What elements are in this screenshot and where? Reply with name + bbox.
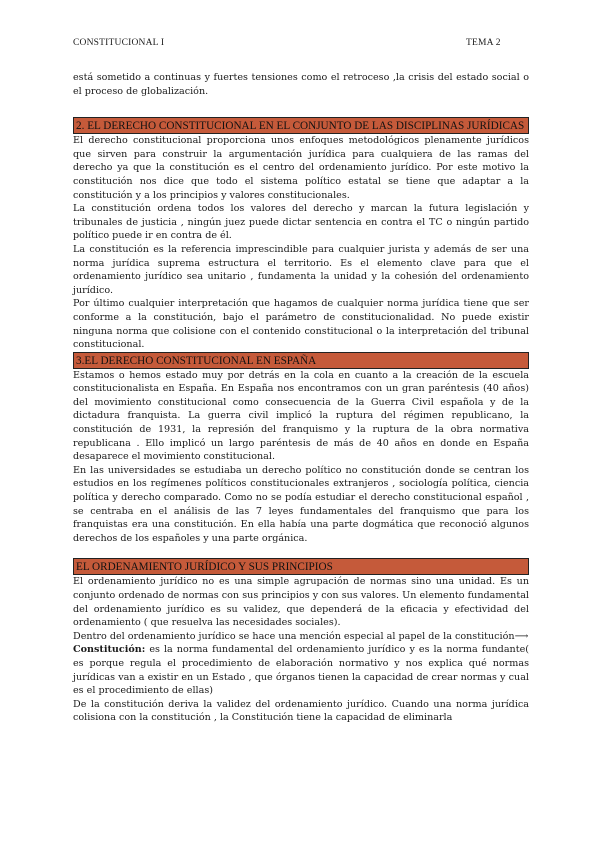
section-2-paragraph-1: El derecho constitucional proporciona unos enfoques metodológicos plenamente jurídicos que sirven para construir la argumentación jurídica para cualquiera de las ramas del derecho ya que la constitución es el centro del ordenamiento jurídico. Por este motivo la constitución nos dice que todo el sistema político estatal se tiene que adaptar a la constitución y a los principios y valores constitucionales. bbox=[73, 135, 529, 201]
document-body bbox=[73, 71, 529, 725]
section-2-paragraph-4: Por último cualquier interpretación que hagamos de cualquier norma jurídica tiene que ser conforme a la constitución, bajo el parámetro de constitucionalidad. No puede existir ninguna norma que colisione con el contenido constitucional o la interpretación del tribunal constitucional. bbox=[73, 298, 529, 351]
section-4-paragraph-4: De la constitución deriva la validez del ordenamiento jurídico. Cuando una norma jurídica colisiona con la constitución , la Constitución tiene la capacidad de eliminarla bbox=[73, 698, 529, 724]
section-heading-2: 2. EL DERECHO CONSTITUCIONAL EN EL CONJUNTO DE LAS DISCIPLINAS JURÍDICAS bbox=[73, 117, 529, 134]
section-4-paragraph-2: Dentro del ordenamiento jurídico se hace una mención especial al papel de la constitución⟶ bbox=[73, 630, 529, 642]
section-3-paragraph-2: En las universidades se estudiaba un derecho político no constitución donde se centran los estudios en los regímenes políticos constitucionales extranjeros , sociología política, ciencia política y derecho comparado. Como no se podía estudiar el derecho constitucional español , se centraba en el análisis de las 7 leyes fundamentales del franquismo que para los franquistas era una constitución. En ella había una parte dogmática que reconoció algunos derechos de los españoles y una parte orgánica. bbox=[73, 464, 529, 544]
section-2-paragraph-3: La constitución es la referencia imprescindible para cualquier jurista y además de ser una norma jurídica suprema estructura el territorio. Es el elemento clave para que el ordenamiento jurídico sea unitario , fundamenta la unidad y la cohesión del ordenamiento jurídico. bbox=[73, 243, 529, 296]
section-4-paragraph-3 bbox=[73, 643, 529, 697]
section-heading-3: 3.EL DERECHO CONSTITUCIONAL EN ESPAÑA bbox=[73, 352, 529, 369]
constitution-definition: es la norma fundamental del ordenamiento jurídico y es la norma fundante( es porque regula el procedimiento de elaboración normativo y nos explica qué normas jurídicas van a existir en un Estado , que órganos tienen la capacidad de crear normas y cual es el procedimiento de ellas) bbox=[73, 644, 529, 697]
header-course-title: CONSTITUCIONAL I bbox=[73, 38, 165, 48]
intro-paragraph: está sometido a continuas y fuertes tensiones como el retroceso ,la crisis del estado social o el proceso de globalización. bbox=[73, 72, 529, 97]
constitution-term: Constitución: bbox=[73, 644, 146, 656]
section-3-paragraph-1: Estamos o hemos estado muy por detrás en la cola en cuanto a la creación de la escuela constitucionalista en España. En España nos encontramos con un gran paréntesis (40 años) del movimiento constitucional como consecuencia de la Guerra Civil española y de la dictadura franquista. La guerra civil implicó la ruptura del régimen republicano, la constitución de 1931, la represión del franquismo y la ruptura de la obra normativa republicana . Ello implicó un largo paréntesis de más de 40 años en donde en España desaparece el movimiento constitucional. bbox=[73, 369, 529, 463]
header-topic-number: TEMA 2 bbox=[466, 38, 501, 48]
page-header bbox=[73, 38, 527, 52]
section-2-paragraph-2: La constitución ordena todos los valores del derecho y marcan la futura legislación y tribunales de justicia , ningún juez puede dictar sentencia en contra el TC o ningún partido político puede ir en contra de él. bbox=[73, 203, 529, 242]
section-4-paragraph-1: El ordenamiento jurídico no es una simple agrupación de normas sino una unidad. Es un conjunto ordenado de normas con sus principios y con sus valores. Un elemento fundamental del ordenamiento jurídico es su validez, que dependerá de la eficacia y efectividad del ordenamiento ( que resuelva las necesidades sociales). bbox=[73, 576, 529, 629]
section-heading-4: EL ORDENAMIENTO JURÍDICO Y SUS PRINCIPIOS bbox=[73, 558, 529, 575]
